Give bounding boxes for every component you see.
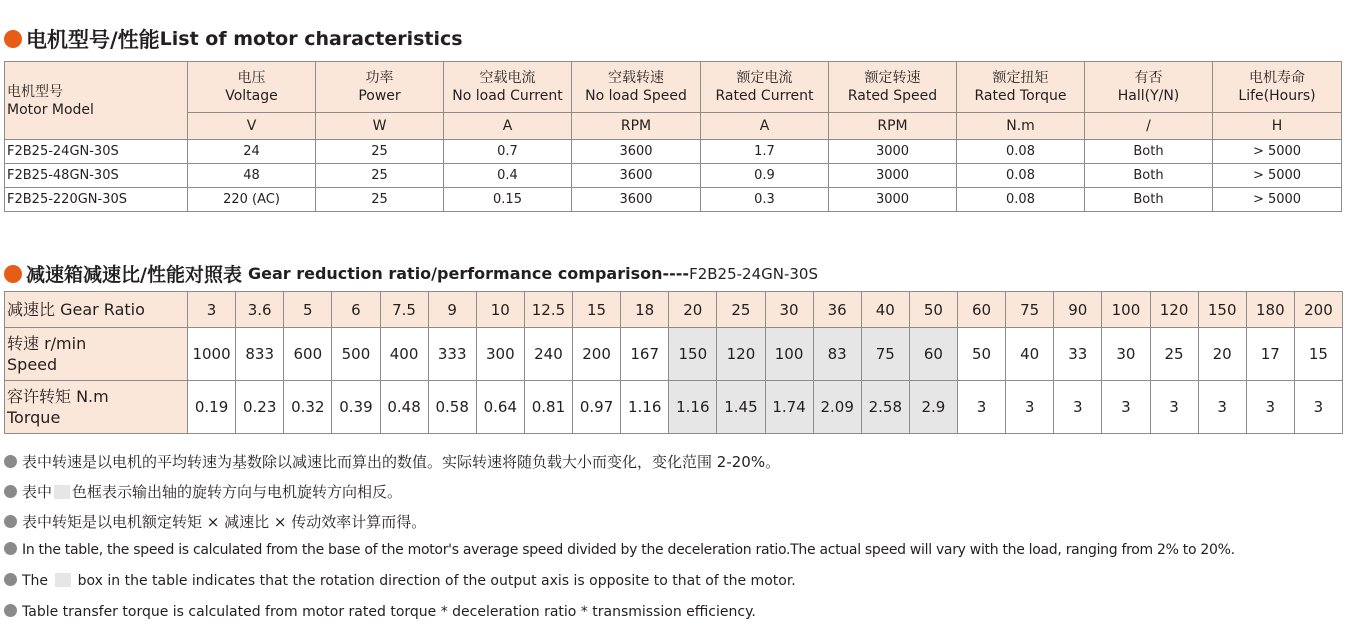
torque-cell: 0.48 — [380, 381, 428, 434]
torque-cell: 0.19 — [188, 381, 236, 434]
column-header — [701, 62, 829, 113]
table-cell: 0.08 — [957, 188, 1085, 212]
model-header-en: Motor Model — [7, 101, 94, 118]
torque-cell: 1.74 — [765, 381, 813, 434]
note-text: 表中转矩是以电机额定转矩 × 减速比 × 传动效率计算而得。 — [22, 513, 427, 531]
note-text: The — [22, 573, 49, 589]
column-header-en: Rated Torque — [974, 88, 1067, 104]
gear-ratio-cell: 7.5 — [380, 292, 428, 328]
table-cell: 0.4 — [444, 164, 572, 188]
column-unit: W — [316, 113, 444, 140]
torque-cell: 3 — [958, 381, 1006, 434]
torque-cell: 3 — [1246, 381, 1294, 434]
torque-label-cn: 容许转矩 N.m — [7, 387, 109, 406]
torque-cell: 2.9 — [909, 381, 957, 434]
torque-cell: 3 — [1150, 381, 1198, 434]
gray-bullet-icon — [4, 604, 17, 617]
model-column-header — [5, 62, 188, 140]
gray-bullet-icon — [4, 515, 17, 528]
speed-cell: 50 — [958, 328, 1006, 381]
column-header-en: Power — [358, 88, 401, 104]
speed-cell: 600 — [284, 328, 332, 381]
column-header-en: Rated Speed — [847, 88, 938, 104]
gear-ratio-cell: 18 — [621, 292, 669, 328]
column-unit: / — [1085, 113, 1213, 140]
section-title-cn: 减速箱减速比/性能对照表 — [26, 264, 242, 286]
ratio-label: 减速比 Gear Ratio — [5, 292, 188, 328]
torque-cell: 2.58 — [861, 381, 909, 434]
note-cn-3 — [4, 511, 426, 532]
section-title-en: Gear reduction ratio/performance comparison---- — [247, 264, 690, 283]
speed-cell: 400 — [380, 328, 428, 381]
table-cell: > 5000 — [1213, 140, 1342, 164]
table-cell: Both — [1085, 140, 1213, 164]
speed-cell: 333 — [428, 328, 476, 381]
column-header — [572, 62, 701, 113]
column-header-cn: 额定转速 — [864, 70, 921, 86]
table-row — [5, 164, 1342, 188]
speed-cell: 40 — [1006, 328, 1054, 381]
column-header-en: Hall(Y/N) — [1117, 88, 1180, 104]
table-cell: 3600 — [572, 164, 701, 188]
column-unit: A — [701, 113, 829, 140]
speed-cell: 15 — [1294, 328, 1342, 381]
column-header-en: Rated Current — [715, 88, 814, 104]
table-cell: 1.7 — [701, 140, 829, 164]
motor-characteristics-table — [4, 61, 1342, 212]
motor-model-cell: F2B25-220GN-30S — [5, 188, 188, 212]
motor-model-cell: F2B25-24GN-30S — [5, 140, 188, 164]
torque-cell: 0.58 — [428, 381, 476, 434]
column-unit: RPM — [572, 113, 701, 140]
torque-cell: 1.45 — [717, 381, 765, 434]
gray-bullet-icon — [4, 485, 17, 498]
gear-ratio-cell: 30 — [765, 292, 813, 328]
gear-ratio-table — [4, 291, 1343, 434]
orange-bullet-icon — [4, 265, 22, 283]
gear-ratio-cell: 15 — [573, 292, 621, 328]
gray-bullet-icon — [4, 542, 17, 555]
speed-cell: 120 — [717, 328, 765, 381]
speed-cell: 20 — [1198, 328, 1246, 381]
note-en-3 — [4, 602, 756, 620]
gear-ratio-cell: 75 — [1006, 292, 1054, 328]
column-unit: H — [1213, 113, 1342, 140]
torque-cell: 3 — [1054, 381, 1102, 434]
speed-cell: 300 — [476, 328, 524, 381]
gear-ratio-cell: 25 — [717, 292, 765, 328]
note-text: In the table, the speed is calculated from the base of the motor's average speed divided by the deceleration ratio.The actual speed will vary with the load, ranging from 2% to 20%. — [22, 542, 1235, 558]
table-cell: > 5000 — [1213, 164, 1342, 188]
table-row — [5, 188, 1342, 212]
column-header — [1213, 62, 1342, 113]
gear-ratio-cell: 200 — [1294, 292, 1342, 328]
table-cell: 3600 — [572, 188, 701, 212]
torque-cell: 3 — [1006, 381, 1054, 434]
table-cell: 0.9 — [701, 164, 829, 188]
torque-cell: 0.32 — [284, 381, 332, 434]
note-text: 表中 — [22, 483, 53, 501]
column-header-cn: 电压 — [237, 70, 266, 86]
section-title-en: List of motor characteristics — [159, 28, 463, 50]
gear-ratio-cell: 6 — [332, 292, 380, 328]
gear-ratio-cell: 120 — [1150, 292, 1198, 328]
section-title-gear-ratio — [4, 260, 818, 287]
column-header — [188, 62, 316, 113]
column-header — [444, 62, 572, 113]
note-text: 表中转速是以电机的平均转速为基数除以减速比而算出的数值。实际转速将随负载大小而变化，变化范围 2-20%。 — [22, 453, 781, 471]
speed-cell: 60 — [909, 328, 957, 381]
torque-cell: 0.97 — [573, 381, 621, 434]
torque-cell: 0.81 — [524, 381, 572, 434]
table-cell: 0.15 — [444, 188, 572, 212]
column-header — [829, 62, 957, 113]
gear-ratio-cell: 3.6 — [236, 292, 284, 328]
model-header-cn: 电机型号 — [7, 83, 63, 100]
table-cell: 0.7 — [444, 140, 572, 164]
note-cn-2 — [4, 481, 402, 502]
torque-cell: 3 — [1198, 381, 1246, 434]
table-cell: 25 — [316, 188, 444, 212]
speed-cell: 150 — [669, 328, 717, 381]
speed-cell: 167 — [621, 328, 669, 381]
column-header-cn: 功率 — [365, 70, 394, 86]
torque-cell: 1.16 — [669, 381, 717, 434]
speed-cell: 200 — [573, 328, 621, 381]
column-header — [1085, 62, 1213, 113]
torque-cell: 3 — [1102, 381, 1150, 434]
section-title-model: F2B25-24GN-30S — [689, 264, 818, 283]
gear-ratio-cell: 50 — [909, 292, 957, 328]
table-cell: 0.08 — [957, 164, 1085, 188]
speed-cell: 25 — [1150, 328, 1198, 381]
gray-bullet-icon — [4, 455, 17, 468]
section-title-cn: 电机型号/性能 — [26, 28, 160, 52]
table-cell: 3000 — [829, 188, 957, 212]
speed-label — [5, 328, 188, 381]
table-cell: 0.08 — [957, 140, 1085, 164]
note-text: Table transfer torque is calculated from motor rated torque * deceleration ratio * transmission efficiency. — [22, 604, 756, 620]
table-cell: 25 — [316, 140, 444, 164]
table-cell: Both — [1085, 188, 1213, 212]
speed-label-en: Speed — [7, 355, 58, 374]
torque-cell: 0.64 — [476, 381, 524, 434]
speed-cell: 30 — [1102, 328, 1150, 381]
speed-cell: 83 — [813, 328, 861, 381]
speed-cell: 17 — [1246, 328, 1294, 381]
torque-label-en: Torque — [7, 408, 61, 427]
column-header-cn: 额定电流 — [736, 70, 793, 86]
speed-cell: 833 — [236, 328, 284, 381]
gear-ratio-cell: 180 — [1246, 292, 1294, 328]
table-cell: 25 — [316, 164, 444, 188]
gear-ratio-cell: 10 — [476, 292, 524, 328]
note-text: 色框表示输出轴的旋转方向与电机旋转方向相反。 — [72, 483, 403, 501]
speed-cell: 100 — [765, 328, 813, 381]
column-header-cn: 电机寿命 — [1249, 70, 1305, 86]
gear-ratio-cell: 90 — [1054, 292, 1102, 328]
column-header-en: Voltage — [225, 88, 278, 104]
table-cell: > 5000 — [1213, 188, 1342, 212]
note-text: box in the table indicates that the rotation direction of the output axis is opposite to that of the motor. — [77, 573, 796, 589]
gear-ratio-cell: 36 — [813, 292, 861, 328]
speed-cell: 75 — [861, 328, 909, 381]
torque-cell: 1.16 — [621, 381, 669, 434]
gear-ratio-cell: 20 — [669, 292, 717, 328]
gear-ratio-cell: 5 — [284, 292, 332, 328]
gray-bullet-icon — [4, 573, 17, 586]
column-header-cn: 空载电流 — [479, 70, 536, 86]
gear-ratio-cell: 100 — [1102, 292, 1150, 328]
column-header — [316, 62, 444, 113]
table-row — [5, 140, 1342, 164]
column-unit: V — [188, 113, 316, 140]
gear-ratio-cell: 3 — [188, 292, 236, 328]
column-unit: N.m — [957, 113, 1085, 140]
gear-ratio-cell: 9 — [428, 292, 476, 328]
table-cell: 24 — [188, 140, 316, 164]
speed-cell: 240 — [524, 328, 572, 381]
column-header-cn: 有否 — [1134, 70, 1163, 86]
speed-cell: 500 — [332, 328, 380, 381]
gear-ratio-cell: 60 — [958, 292, 1006, 328]
motor-model-cell: F2B25-48GN-30S — [5, 164, 188, 188]
torque-cell: 3 — [1294, 381, 1342, 434]
column-header-cn: 额定扭矩 — [992, 70, 1049, 86]
torque-cell: 0.39 — [332, 381, 380, 434]
table-cell: 3600 — [572, 140, 701, 164]
table-cell: 3000 — [829, 140, 957, 164]
speed-cell: 1000 — [188, 328, 236, 381]
table-cell: Both — [1085, 164, 1213, 188]
column-unit: A — [444, 113, 572, 140]
gear-ratio-cell: 40 — [861, 292, 909, 328]
table-cell: 0.3 — [701, 188, 829, 212]
speed-cell: 33 — [1054, 328, 1102, 381]
note-cn-1 — [4, 451, 780, 472]
shade-swatch — [54, 485, 70, 499]
gear-ratio-cell: 12.5 — [524, 292, 572, 328]
column-header-en: Life(Hours) — [1238, 88, 1316, 104]
shade-swatch — [55, 573, 71, 587]
table-cell: 3000 — [829, 164, 957, 188]
table-cell: 220 (AC) — [188, 188, 316, 212]
column-header-en: No load Speed — [585, 88, 687, 104]
column-header — [957, 62, 1085, 113]
torque-label — [5, 381, 188, 434]
section-title-motor-list — [4, 24, 463, 54]
torque-cell: 0.23 — [236, 381, 284, 434]
table-cell: 48 — [188, 164, 316, 188]
gear-ratio-cell: 150 — [1198, 292, 1246, 328]
orange-bullet-icon — [4, 30, 22, 48]
torque-cell: 2.09 — [813, 381, 861, 434]
note-en-2 — [4, 571, 796, 589]
note-en-1 — [4, 540, 1235, 558]
column-header-en: No load Current — [452, 88, 563, 104]
column-header-cn: 空载转速 — [608, 70, 664, 86]
column-unit: RPM — [829, 113, 957, 140]
speed-label-cn: 转速 r/min — [7, 334, 87, 353]
